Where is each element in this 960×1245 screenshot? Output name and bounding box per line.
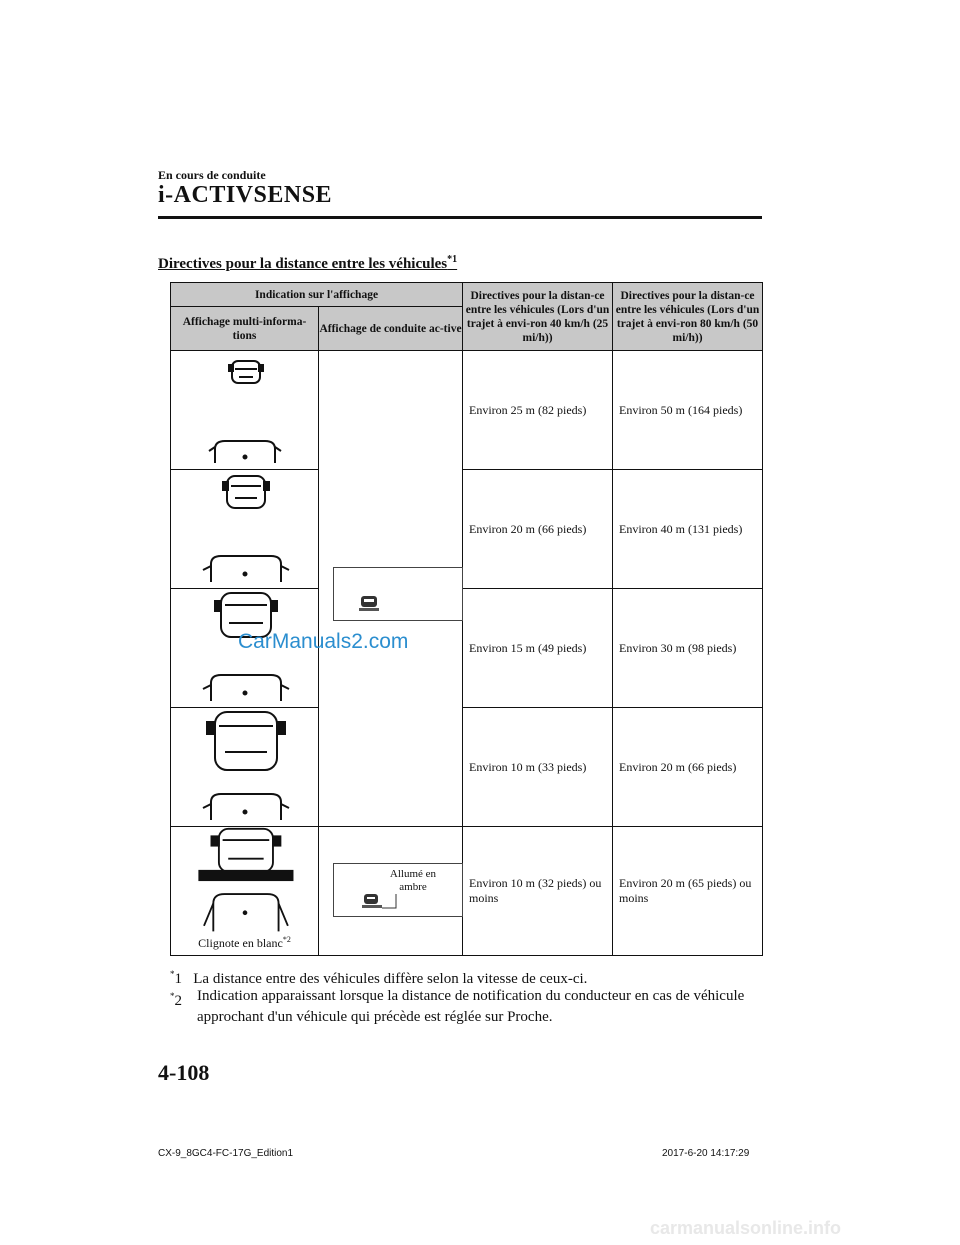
car-distance-far-icon xyxy=(171,351,319,469)
blink-label xyxy=(171,935,318,951)
row4-at40: Environ 10 m (33 pieds) xyxy=(463,708,613,827)
footnote-1-mark: * xyxy=(170,969,175,979)
header-col40: Directives pour la distan-ce entre les véhicules (Lors d'un trajet à envi-ron 40 km/h (25 mi/h)) xyxy=(463,283,613,351)
distance-table xyxy=(170,282,763,956)
header-display: Indication sur l'affichage xyxy=(171,283,463,307)
subheading-ref: *1 xyxy=(447,254,458,265)
row2-at80: Environ 40 m (131 pieds) xyxy=(613,470,763,589)
row4-at80: Environ 20 m (66 pieds) xyxy=(613,708,763,827)
footer-timestamp: 2017-6-20 14:17:29 xyxy=(662,1148,750,1159)
active-display-screen xyxy=(333,567,463,621)
car-distance-very-near-icon xyxy=(171,708,319,826)
footnote-2 xyxy=(170,986,760,1028)
row3-at80: Environ 30 m (98 pieds) xyxy=(613,589,763,708)
watermark-bottom: carmanualsonline.info xyxy=(650,1218,842,1238)
table-row xyxy=(171,708,763,827)
title-rule xyxy=(158,216,762,219)
footnote-2-mark: * xyxy=(170,991,175,1001)
header-multi: Affichage multi-informa-tions xyxy=(171,307,319,351)
amber-label: Allumé en ambre xyxy=(389,868,437,893)
footer-edition: CX-9_8GC4-FC-17G_Edition1 xyxy=(158,1148,294,1159)
row5-at40: Environ 10 m (32 pieds) ou moins xyxy=(463,827,613,956)
watermark: CarManuals2.com xyxy=(238,630,409,653)
table-row xyxy=(171,470,763,589)
header-col80: Directives pour la distan-ce entre les véhicules (Lors d'un trajet à envi-ron 80 km/h (50 mi/h)) xyxy=(613,283,763,351)
subheading-text: Directives pour la distance entre les véhicules xyxy=(158,256,448,272)
car-distance-close-warning-icon xyxy=(171,827,319,937)
row1-at40: Environ 25 m (82 pieds) xyxy=(463,351,613,470)
row3-at40: Environ 15 m (49 pieds) xyxy=(463,589,613,708)
subheading xyxy=(158,254,457,273)
active-display-warning-screen xyxy=(333,863,463,917)
car-distance-medium-icon xyxy=(171,470,319,588)
chapter-label: En cours de conduite xyxy=(158,168,266,182)
row5-at80: Environ 20 m (65 pieds) ou moins xyxy=(613,827,763,956)
footnote-2-text: Indication apparaissant lorsque la distance de notification du conducteur en cas de véhicule approchant d'un véhicule qui précède est réglée sur Proche. xyxy=(197,988,745,1025)
header-active: Affichage de conduite ac-tive xyxy=(319,307,463,351)
footnote-1-num: 1 xyxy=(174,971,182,987)
row1-at80: Environ 50 m (164 pieds) xyxy=(613,351,763,470)
leading-vehicle-icon xyxy=(358,592,380,612)
row2-at40: Environ 20 m (66 pieds) xyxy=(463,470,613,589)
section-title: i-ACTIVSENSE xyxy=(158,182,333,208)
footnote-2-num: 2 xyxy=(174,993,182,1009)
blink-text: Clignote en blanc xyxy=(198,936,283,950)
table-row xyxy=(171,351,763,470)
page-number: 4-108 xyxy=(158,1060,210,1085)
leading-vehicle-amber-icon xyxy=(362,892,398,910)
table-row xyxy=(171,827,763,956)
footnote-1-text: La distance entre des véhicules diffère selon la vitesse de ceux-ci. xyxy=(193,971,588,987)
blink-ref: *2 xyxy=(282,935,291,944)
